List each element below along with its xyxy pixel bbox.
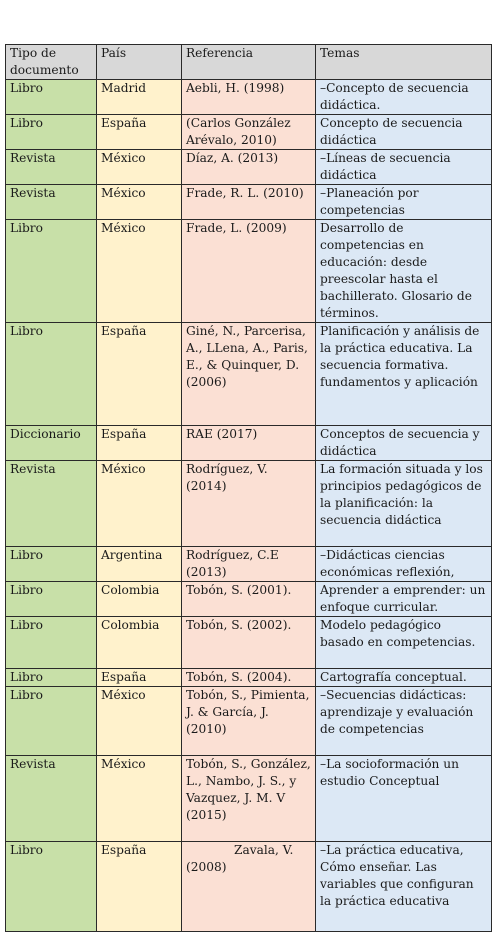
header-pais: País	[97, 45, 182, 80]
cell-pais: España	[97, 426, 182, 461]
cell-referencia: Zavala, V. (2008)	[182, 842, 316, 932]
cell-temas: –Didácticas ciencias económicas reflexión,	[316, 547, 492, 582]
cell-pais: México	[97, 461, 182, 547]
header-referencia: Referencia	[182, 45, 316, 80]
cell-referencia: (Carlos González Arévalo, 2010)	[182, 115, 316, 150]
cell-pais: España	[97, 323, 182, 426]
cell-tipo: Libro	[6, 842, 97, 932]
table-row	[6, 80, 492, 115]
cell-tipo: Libro	[6, 80, 97, 115]
table-row	[6, 185, 492, 220]
cell-tipo: Libro	[6, 617, 97, 669]
header-row	[6, 45, 492, 80]
cell-referencia: RAE (2017)	[182, 426, 316, 461]
table-row	[6, 115, 492, 150]
table-row	[6, 756, 492, 842]
cell-tipo: Libro	[6, 669, 97, 687]
cell-pais: España	[97, 115, 182, 150]
header-tipo: Tipo de documento	[6, 45, 97, 80]
cell-tipo: Libro	[6, 220, 97, 323]
cell-temas: Planificación y análisis de la práctica educativa. La secuencia formativa. fundamentos y aplicación	[316, 323, 492, 426]
table-row	[6, 842, 492, 932]
cell-pais: Colombia	[97, 617, 182, 669]
cell-tipo: Libro	[6, 582, 97, 617]
cell-referencia: Frade, R. L. (2010)	[182, 185, 316, 220]
cell-temas: La formación situada y los principios pedagógicos de la planificación: la secuencia didáctica	[316, 461, 492, 547]
cell-temas: Cartografía conceptual.	[316, 669, 492, 687]
cell-pais: España	[97, 669, 182, 687]
cell-temas: Concepto de secuencia didáctica	[316, 115, 492, 150]
table-row	[6, 150, 492, 185]
cell-referencia: Giné, N., Parcerisa, A., LLena, A., Paris, E., & Quinquer, D. (2006)	[182, 323, 316, 426]
table-row	[6, 617, 492, 669]
table-row	[6, 220, 492, 323]
cell-temas: Desarrollo de competencias en educación: desde preescolar hasta el bachillerato. Glosario de términos.	[316, 220, 492, 323]
cell-temas: –Concepto de secuencia didáctica.	[316, 80, 492, 115]
references-table	[5, 44, 492, 932]
header-temas: Temas	[316, 45, 492, 80]
cell-tipo: Libro	[6, 547, 97, 582]
cell-referencia: Díaz, A. (2013)	[182, 150, 316, 185]
table-row	[6, 582, 492, 617]
cell-referencia: Tobón, S., González, L., Nambo, J. S., y Vazquez, J. M. V (2015)	[182, 756, 316, 842]
cell-pais: México	[97, 150, 182, 185]
cell-referencia: Tobón, S. (2004).	[182, 669, 316, 687]
cell-tipo: Libro	[6, 115, 97, 150]
cell-tipo: Libro	[6, 323, 97, 426]
table-row	[6, 687, 492, 756]
cell-referencia: Tobón, S. (2002).	[182, 617, 316, 669]
cell-tipo: Revista	[6, 461, 97, 547]
cell-referencia: Rodríguez, C.E (2013)	[182, 547, 316, 582]
table-row	[6, 323, 492, 426]
cell-tipo: Revista	[6, 150, 97, 185]
cell-referencia: Tobón, S., Pimienta, J. & García, J. (2010)	[182, 687, 316, 756]
cell-temas: –Planeación por competencias	[316, 185, 492, 220]
cell-pais: Madrid	[97, 80, 182, 115]
cell-temas: Modelo pedagógico basado en competencias.	[316, 617, 492, 669]
cell-referencia: Aebli, H. (1998)	[182, 80, 316, 115]
cell-temas: Aprender a emprender: un enfoque curricular.	[316, 582, 492, 617]
cell-tipo: Libro	[6, 687, 97, 756]
cell-tipo: Revista	[6, 185, 97, 220]
cell-tipo: Diccionario	[6, 426, 97, 461]
table-row	[6, 426, 492, 461]
table-row	[6, 461, 492, 547]
cell-temas: –La socioformación un estudio Conceptual	[316, 756, 492, 842]
cell-tipo: Revista	[6, 756, 97, 842]
cell-pais: España	[97, 842, 182, 932]
cell-temas: –Secuencias didácticas: aprendizaje y evaluación de competencias	[316, 687, 492, 756]
table-row	[6, 669, 492, 687]
table-row	[6, 547, 492, 582]
cell-temas: Conceptos de secuencia y didáctica	[316, 426, 492, 461]
cell-temas: –La práctica educativa, Cómo enseñar. Las variables que configuran la práctica educativa	[316, 842, 492, 932]
cell-pais: México	[97, 185, 182, 220]
cell-referencia: Rodríguez, V. (2014)	[182, 461, 316, 547]
cell-referencia: Frade, L. (2009)	[182, 220, 316, 323]
cell-pais: México	[97, 220, 182, 323]
cell-referencia: Tobón, S. (2001).	[182, 582, 316, 617]
cell-pais: México	[97, 756, 182, 842]
cell-pais: México	[97, 687, 182, 756]
cell-pais: Colombia	[97, 582, 182, 617]
cell-temas: –Líneas de secuencia didáctica	[316, 150, 492, 185]
cell-pais: Argentina	[97, 547, 182, 582]
